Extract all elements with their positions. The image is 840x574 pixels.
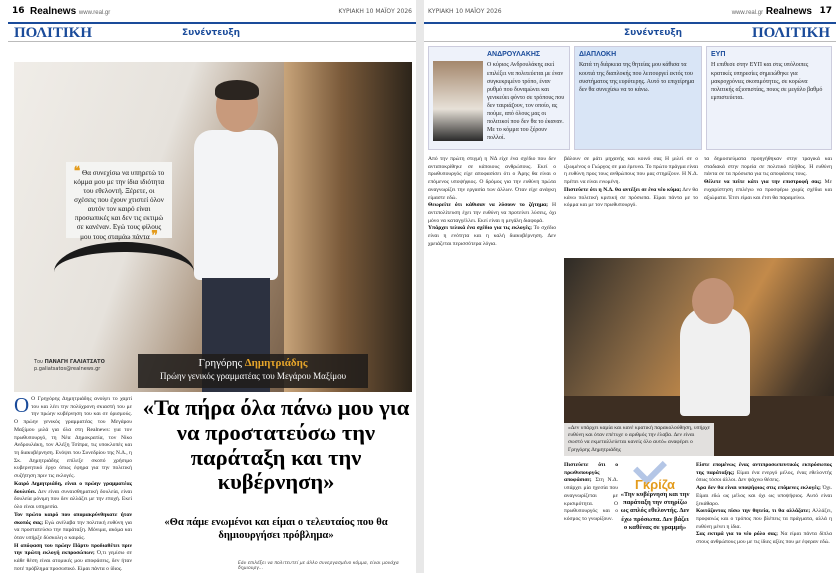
text-column-1	[428, 156, 556, 566]
side-quote	[620, 478, 690, 532]
text-column-4	[704, 156, 832, 254]
section-subtitle: Συνέντευξη	[624, 28, 683, 38]
photo-caption: «Δεν υπάρχει καμία και κανέ κρατική παρακολούθηση, υπήρχε ευθύνη και όταν επέτυχε ο αριθμός την έλαβα. Δεν είναι σωστό να εκμεταλλεύεται κανείς όλο αυτό» αναφέρει ο Γρηγόρης Δημητριάδης	[564, 423, 714, 456]
author-name: ΠΑΝΑΓΗ ΓΑΛΙΑΤΣΑΤΟ	[44, 359, 105, 365]
sculpture	[54, 242, 194, 302]
section-bar	[424, 22, 836, 42]
paragraph: Από την πρώτη στιγμή η ΝΔ είχε ένα σχέδιο που δεν ανταποκρίθηκε σε κάποιους ανθρώπους. Εκεί ο πρωθυπουργός είχε αποφασίσει ότι ο Άρης θα είναι ο επόμενος υποψήφιος. Ο δρόμος για την ευθύνη πρώτα αναγνωρίζει την εργασία των άλλων. Όταν είχε ανάγκη είμαστε εδώ.	[428, 156, 556, 201]
open-quote-icon: ❝	[73, 164, 81, 178]
portrait-figure	[182, 82, 290, 392]
question: Σας εκτιμά για το νέο ρόλο σας;	[696, 531, 778, 538]
right-page	[424, 0, 836, 573]
info-box-diaploki	[574, 46, 702, 150]
brand-name: Realnews	[765, 6, 812, 17]
author-email: p.galiatsatos@realnews.gr	[34, 365, 101, 372]
brand-url: www.real.gr	[78, 10, 111, 16]
answer: Αλλάζει, προφανώς και ο τρόπος που βλέπεις τα πράγματα, αλλά η ευθύνη μένει η ίδια.	[696, 508, 832, 530]
text-column-5	[696, 462, 832, 568]
androulakis-photo	[433, 61, 483, 141]
interviewee-name: Γρηγόρης Δημητριάδης	[198, 357, 308, 369]
page-number: 16	[12, 6, 25, 16]
question: Υπάρχει τελικά ένα σχέδιο για τις εκλογές;	[428, 225, 532, 232]
info-box-text: Η επιθεσε στην ΕΥΠ και στις υπόλοιπες κρατικές υπηρεσίες σημειώθηκε για μακροχρόνιες σκοπιμότητες, σε κορώνα πολιτικής αξιοπιστίας, ποιος σε μεγάλο βαθμό εμπιστεύεται.	[711, 62, 823, 101]
continuation-text: Εάν επιλέξει να πολιτευτεί με άλλο συνεργασμένο κόμμα, είναι μονάχα δημιουργ...	[238, 561, 399, 571]
question: Καιρό Δημητριάδη, είναι ο πρώην γραμματέας δουλεύει.	[14, 480, 132, 495]
issue-date: ΚΥΡΙΑΚΗ 10 ΜΑΪΟΥ 2026	[428, 8, 502, 15]
background-artwork	[284, 62, 412, 392]
question: Πιστεύετε ότι ο πρωθυπουργός αποφάσισε;	[564, 462, 618, 484]
answer: Το σχέδιο είναι η ενότητα και η καλή διακυβέρνηση. Δεν χρειάζεται περισσότερα λόγια.	[428, 225, 556, 247]
info-box-text: Κατά τη διάρκεια της θητείας μου κάθισα τα κουτιά της διαπλοκής που λειτουργεί εκτός του συστήματος της ευρύτερης. Αυτό το επιχείρημα δεν θα συνεχίσω να το κάνω.	[579, 62, 695, 93]
question: Θεωρείτε ότι κάθισαν να λύσουν το ζήτημα;	[428, 202, 549, 209]
question: Τον πρώτο καιρό που απομακρύνθηκατε ήταν σκοπός σας;	[14, 511, 132, 526]
question: Είστε επομένως ένας αντιπροσωπευτικός εκπρόσωπος της παράταξης;	[696, 462, 832, 476]
close-quote-icon: ❞	[151, 228, 158, 242]
section-title: ΠΟΛΙΤΙΚΗ	[751, 25, 830, 41]
info-box-label: ΕΥΠ	[711, 51, 726, 58]
pull-quote	[66, 162, 172, 242]
answer: Εγώ ανέλαβα την πολιτική ευθύνη για να προστατεύσω την παράταξη. Μόνιμα, ακόμα και όταν υπήρξε δύσκολη ο καιρός.	[14, 519, 132, 541]
page-number: 17	[819, 6, 832, 16]
text-column-2	[564, 156, 698, 254]
pull-quote-text: Θα συνεχίσω να υπηρετώ το κόμμα μου με την ίδια ιδιότητα του εθελοντή. Ξέρετε, οι σχέσεις που έχουν χτιστεί όλον αυτόν τον καιρό είναι προσωπικές και δεν τις εκτιμώ σε κανέναν. Εγώ τους φίλους μου τους σταμάω πάντα	[73, 169, 165, 241]
page-gutter	[416, 0, 424, 573]
interviewee-role: Πρώην γενικός γραμματέας του Μεγάρου Μαξίμου	[159, 371, 347, 381]
question: Αρα δεν θα είναι υποψήφιος στις επόμενες εκλογές;	[696, 485, 821, 492]
question: Πιστεύετε ότι η Ν.Δ. θα αντέξει σε ένα νέο κύμα;	[564, 186, 682, 193]
answer: Ό,τι γεμίσω σε κάθε θέση είναι ατομικές μου αποφάσεις, δεν ήταν ποτέ πρόβλημα προσωπικό. Είμαι πάντα ο ίδιος.	[14, 550, 133, 572]
answer: Δεν θα κάνω πολιτική κριτική σε πρόσωπα. Είμαι πάντα με το κόμμα και με τον πρωθυπουργό.	[564, 186, 699, 209]
side-quote-text: «Την κυβέρνηση και την παράταξη την στηρίζω ως απλός εθελοντής. Δεν έχω πρόσωπα. Δεν βάζει ο καθένας σε γραμμή»	[620, 491, 690, 531]
section-subtitle: Συνέντευξη	[182, 28, 241, 38]
headline: «Τα πήρα όλα πάνω μου για να προστατεύσω την παράταξη και την κυβέρνηση»	[142, 395, 410, 495]
section-bar	[8, 22, 416, 42]
byline	[34, 359, 105, 372]
info-box-eyp	[706, 46, 832, 150]
text-column-3	[564, 462, 618, 568]
brand-logo	[30, 6, 110, 17]
byline-label: Του	[34, 359, 44, 365]
question: Η απόφαση του πρώην Πάρτυ προδιαθέτει πριν την πρώτη εκλογή εκπροσώπων;	[14, 542, 132, 557]
info-box-text: Ο κύριος Ανδρουλάκης εκεί επιλέξει να πολιτεύεται με έναν συγκεκριμένο τρόπο, έναν ρυθμό που δυναμώνει και γενικεύει φόντο σε τρόπους που δεν ταιριάζουν, τον οποίο, ας πούμε, από όλους μας οι πολιτικοί που δεν θα το έκαναν. Με το κόμμα του ξέρουν πολλοί.	[487, 62, 565, 142]
answer: Με ευχαρίστηση επιλέγω να προσφέρω χωρίς σχέδια και αξιώματα. Έτσι είμαι και έτσι θα παραμείνω.	[704, 179, 832, 201]
interviewee-name-bar	[138, 354, 368, 388]
question: Κοιτάζοντας πίσω την θητεία, τι θα αλλάζατε;	[696, 508, 811, 515]
drop-cap: Ο	[14, 393, 30, 417]
info-box-label: ΑΝΔΡΟΥΛΑΚΗΣ	[487, 51, 541, 58]
office-photo	[564, 258, 834, 456]
right-page-header	[424, 6, 836, 20]
left-page	[8, 0, 416, 573]
brand-logo	[732, 6, 812, 17]
side-quote-title: Γκρίζα	[635, 477, 675, 492]
question: Θέλετε να πείτε κάτι για την επιστροφή σας;	[704, 179, 822, 186]
answer: Όχι. Είμαι εδώ ως μέλος και όχι ως υποψήφιος. Αυτό είναι ξεκάθαρο.	[696, 485, 832, 507]
answer: Δεν είναι συναισθηματική δουλεία, είναι δουλεία μόνιμη που δεν αλλάζει με την εποχή. Εκεί όλο είναι υπηρεσία.	[14, 488, 132, 511]
paragraph: βάλουν σε μάτι μηχανής και κοινό σας Η μιλεί σε ο ιξιωμένος ο Γιώργος σε μια έρευνα. Το πρώτο πράγμα είναι η ευθύνη προς τους ανθρώπους που μας στηρίζουν. Η Ν.Δ. πρέπει να είναι ενωμένη.	[564, 156, 698, 186]
interview-photo	[14, 62, 412, 392]
answer: Η αντιπολίτευση έχει την ευθύνη να προτείνει λύσεις, όχι μόνο να καταγγέλλει. Εκεί είναι η μεγάλη διαφορά.	[428, 202, 556, 224]
intro-column	[14, 393, 133, 572]
brand-name: Realnews	[30, 6, 77, 17]
issue-date: ΚΥΡΙΑΚΗ 10 ΜΑΪΟΥ 2026	[338, 8, 412, 15]
left-page-header	[8, 6, 416, 20]
paragraph: τα δημοσιεύματα προηγήθηκαν στην τραγικά και σταδιακά στην πορεία σε πολιτικό πλήθος. Η ευθύνη πάντα σε τα πρόσωπα για τις αποφάσεις τους.	[704, 156, 832, 178]
answer: Στη Ν.Δ. υπάρχει μία ηγεσία που αναγνωρίζεται με κρισιμότητα. Ο πρωθυπουργός και ο κόσμος το γνωρίζουν.	[564, 477, 618, 523]
answer: Να είμαι πάντα δίπλα στους ανθρώπους μου με τις ίδιες αξίες που με έφεραν εδώ.	[696, 531, 832, 546]
subheadline: «Θα πάμε ενωμένοι και είμαι ο τελευταίος που θα δημιουργήσει πρόβλημα»	[164, 517, 388, 542]
intro-text: Ο Γρηγόρης Δημητριάδης ανοίγει το χαρτί του και λέει την πολύχρονη σκιαστή του με την πρώην κυβέρνηση του και σε όρισμούς. Ο πρώην γενικός γραμματέας του Μεγάρου Μαξίμου μιλά για όλα στη Realnews: για τον πρωθυπουργό, τη Νέα Δημοκρατία, τον Νίκο Ανδρουλάκη, τον Αλέξη Τσίπρα, τις υποκλοπές και τη διακυβέρνηση. Ενόψει του Συνεδρίου της Ν.Δ., η Σκ. Δημητριάδης επίλεξε σκοπό χρήσιμο κυβερνητικό έργο όπως έφηρα για την πολιτική συζήτηση πριν τις εκλογές.	[14, 396, 132, 480]
section-title: ΠΟΛΙΤΙΚΗ	[14, 25, 93, 41]
brand-url: www.real.gr	[731, 10, 764, 16]
answer: Είμαι ένα ενεργό μέλος, ένας εθελοντής όπως τόσοι άλλοι. Δεν ψάχνω θέσεις.	[696, 469, 832, 484]
info-box-androulakis	[428, 46, 570, 150]
info-box-label: ΔΙΑΠΛΟΚΗ	[579, 51, 617, 58]
